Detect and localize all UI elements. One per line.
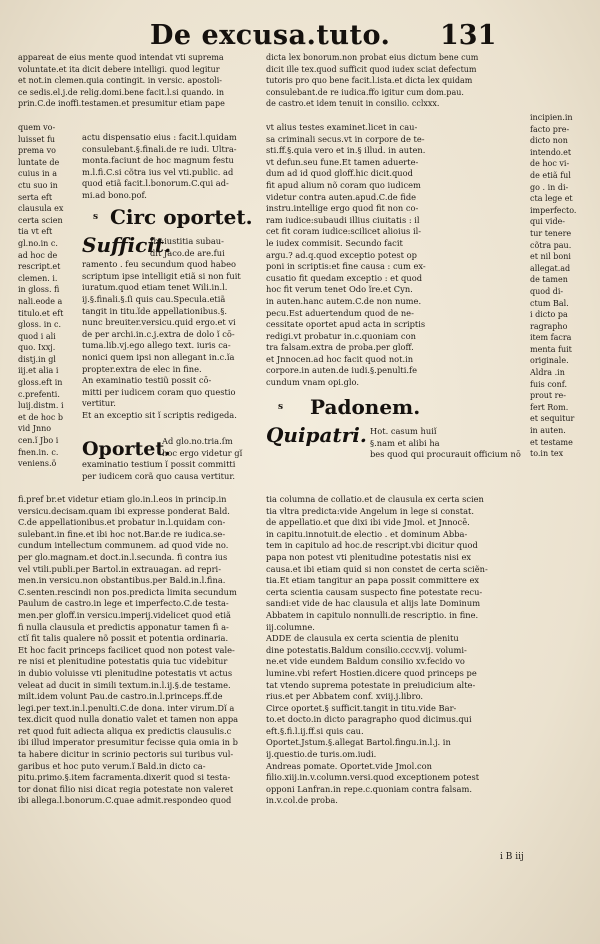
text-line: ctu suo in (18, 180, 58, 190)
text-line: fi.pref br.et videtur etiam glo.in.l.eos in princip.in (18, 494, 227, 504)
text-line: facto pre- (530, 124, 570, 134)
text-line: tor donat filio nisi dicat regia potestate non valeret (18, 783, 234, 794)
text-line: Hot. casum huiĭ (370, 426, 437, 436)
text-line: quo. Ixxj. (18, 343, 56, 353)
text-line: poni in scriptis:et fine causa : cum ex- (266, 261, 426, 272)
text-line: fi nulla clausula et predictis apponatur tamen fi a- (18, 621, 229, 632)
text-line: iij.columne. (266, 621, 315, 632)
text-line: cõtra pau. (530, 240, 572, 250)
text-line: Jbi:iustitia subau- (150, 236, 224, 246)
text-line: §.nam et alibi ha (370, 437, 440, 448)
text-line: to.et docto.in dicto paragrapho quod dicimus.qui (266, 714, 472, 725)
text-line: i dicto pa (530, 310, 568, 320)
text-line: cundum intellectum communem. ad quod vide no. (18, 540, 229, 551)
text-line: argu.? ad.q.quod exceptio potest op (266, 249, 417, 260)
text-line: papa non potest vti plenitudine potestatis nisi ex (266, 551, 472, 562)
left-main-text-b (82, 233, 262, 426)
text-line: fert Rom. (530, 402, 569, 412)
text-line: examinatio testium ĭ possit committi (82, 459, 236, 470)
text-line: ta habere dicitur in scrinio pectoris sui turibus vul- (18, 749, 234, 760)
text-line: tia vltra predicta:vide Angelum in lege si constat. (266, 505, 475, 516)
text-line: appareat de eius mente quod intendat vti suprema (18, 53, 224, 62)
text-line: corpore.in auten.de iudi.§.penulti.fe (266, 365, 417, 376)
right-gloss-column (530, 112, 592, 492)
text-line: consulebant.§.finali.de re iudi. Ultra- (82, 143, 237, 154)
text-line: et sequitur (530, 414, 575, 424)
section-marker: s (93, 212, 99, 222)
text-line: dicto non (530, 136, 568, 146)
text-line: et testame (530, 437, 573, 447)
text-line: quod i ali (18, 331, 56, 341)
text-line: item facra (530, 333, 572, 343)
text-line: tutoris pro quo bene facit.l.ista.et dicta lex quidam (266, 76, 473, 86)
left-column-top-text (18, 52, 262, 112)
text-line: et not.in clemen.quia contingit. in versic. apostoli- (18, 76, 222, 86)
text-line: cessitate oportet apud acta in scriptis (266, 319, 426, 330)
text-line: cen.ĭ Jbo i (18, 436, 59, 446)
text-line: gl.no.in c. (18, 238, 58, 248)
text-line: re nisi et plenitudine potestatis quia tuc videbitur (18, 656, 228, 667)
right-column-bottom-text (266, 494, 590, 824)
text-line: bes quod qui procurauit officium nō (370, 449, 521, 460)
text-line: versicu.decisam.quam ibi expresse ponderat Bald. (18, 505, 230, 516)
text-line: de hoc vi- (530, 159, 570, 169)
text-line: ramento . feu secundum quod habeo (82, 259, 237, 270)
text-line: titulo.et eft (18, 308, 64, 318)
text-line: in auten.hanc autem.C.de non nume. (266, 295, 422, 306)
text-line: Ad glo.no.tria.ſm (162, 436, 233, 446)
text-line: m.l.fi.C.si cõtra ius vel vti.public. ad (82, 166, 234, 177)
text-line: quod di- (530, 286, 564, 296)
text-line: ij.questio.de turis.om.iudi. (266, 749, 377, 760)
text-line: de etiã ful (530, 170, 571, 180)
text-line: garibus et hoc puto verum.ĭ Bald.in dicto ca- (18, 760, 206, 771)
text-line: sulebant.in fine.et ibi hoc not.Bar.de re iudica.se- (18, 528, 226, 539)
left-main-text-a (82, 132, 262, 204)
text-line: rescript.et (18, 262, 61, 272)
text-line: mi.ad bono.pof. (82, 189, 147, 200)
text-line: tem in capitulo ad hoc.de rescript.vbi dicitur quod (266, 540, 478, 551)
text-line: Abbatem in capitulo nonnulli.de rescriptio. in fine. (266, 609, 479, 620)
text-line: mitti per iudicem coram quo questio (82, 386, 236, 397)
text-line: gloss. in c. (18, 320, 62, 330)
folio-number: 131 (440, 20, 497, 51)
text-line: nunc breuiter.versicu.quid ergo.et vi (82, 317, 236, 328)
text-line: ctum Bal. (530, 298, 569, 308)
text-line: in capitu.innotuit.de electio . et dominum Abba- (266, 528, 468, 539)
text-line: de tamen (530, 275, 568, 285)
text-line: go . in di- (530, 182, 569, 192)
text-line: menta fuit (530, 344, 572, 354)
text-line: hoc ergo videtur gĭ (162, 447, 243, 458)
text-line: iuratum.quod etiam tenet Wili.in.l. (82, 282, 228, 293)
text-line: ne.et vide eundem Baldum consilio xv.fecido vo (266, 656, 465, 667)
running-title: De excusa.tuto. (150, 20, 391, 51)
text-line: iij.et alia i (18, 366, 59, 376)
text-line: tra falsam.extra de proba.per gloff. (266, 342, 414, 353)
text-line: imperfecto. (530, 205, 577, 215)
text-line: allegat.ad (530, 263, 571, 273)
text-line: redigi.vt probatur in.c.quoniam con (266, 330, 416, 341)
text-line: qui vide- (530, 217, 566, 227)
text-line: vt defun.seu fune.Et tamen aduerte- (266, 156, 419, 167)
section-heading-padonem: Padonem. (310, 395, 421, 419)
text-line: sandi:et vide de hac clausula et alijs late Dominum (266, 598, 481, 609)
text-line: veniens.ö (18, 459, 57, 469)
text-line: cta lege et (530, 194, 573, 204)
text-line: dit Jaco.de are.fui (150, 247, 225, 258)
text-line: de per archi.in.c.j.extra de dolo ĭ cō- (82, 328, 235, 339)
text-line: per glo.magnam.et doct.in.l.secunda. fi contra ius (18, 551, 228, 562)
text-line: tia columna de collatio.et de clausula ex certa scien (266, 494, 484, 504)
text-line: in auten. (530, 426, 566, 436)
text-line: vt alius testes examinet.licet in cau- (266, 122, 418, 132)
text-line: ij.§.finali.§.ſi quis cau.Specula.etiã (82, 293, 226, 304)
text-line: to.in tex (530, 449, 564, 459)
text-line: intendo.et (530, 147, 572, 157)
text-line: ad hoc de (18, 250, 58, 260)
text-line: actu dispensatio eius : facit.l.quidam (82, 132, 237, 142)
text-line: prema vo (18, 146, 56, 156)
signature-mark: i B iij (500, 852, 524, 862)
right-main-text-b (370, 426, 528, 466)
text-line: Et hoc facit princeps facilicet quod non potest vale- (18, 644, 235, 655)
text-line: Et an exceptio sit ĭ scriptis redigeda. (82, 409, 237, 420)
text-line: cet fit coram iudice:scilicet alioius il- (266, 226, 422, 237)
text-line: clemen. i. (18, 273, 58, 283)
text-line: men.per gloff.in versicu.imperij.videlicet quod etiã (18, 609, 231, 620)
left-main-text-c (82, 436, 262, 484)
text-line: vertitur. (82, 398, 116, 409)
text-line: sa criminali secus.vt in corpore de te- (266, 133, 425, 144)
section-heading: Circ oportet. (110, 205, 253, 229)
text-line: de castro.et idem tenuit in consilio. cclxxx. (266, 99, 440, 109)
text-line: in dubio voluisse vti plenitudine potestatis vt actus (18, 667, 233, 678)
text-line: legi.per text.in.l.penulti.C.de dona. inter virum.Dĭ a (18, 702, 235, 713)
text-line: vid Jnno (18, 424, 52, 434)
text-line: cuius in a (18, 169, 58, 179)
text-line: instru.intellige ergo quod fit non co- (266, 203, 419, 214)
right-main-text-a (266, 122, 488, 392)
text-line: ibi illud imperator presumitur fecisse quia omia in b (18, 737, 238, 748)
text-line: ret quod fuit adiecta aliqua ex predictis clausulis.c (18, 725, 232, 736)
text-line: voluntate.et ita dicit debere intelligi. quod legitur (18, 64, 220, 74)
text-line: tia.Et etiam tangitur an papa possit committere ex (266, 575, 480, 586)
text-line: hoc fit verum tenet Odo ĭre.et Cyn. (266, 284, 413, 295)
text-line: tat vtendo suprema potestate in preiudicium alte- (266, 679, 476, 690)
text-line: et nil boni (530, 252, 571, 262)
text-line: dum ad id quod gloff.hic dicit.quod (266, 168, 413, 179)
text-line: rius.et per Abbatem conf. xviij.j.libro. (266, 691, 424, 702)
left-column-bottom-text (18, 494, 262, 818)
lemma-incipit: Sufficit. (82, 233, 172, 257)
text-line: incipien.in (530, 113, 573, 122)
text-line: sti.ff.§.quia vero et in.§ illud. in auten. (266, 145, 426, 156)
text-line: per iudicem corã quo causa vertitur. (82, 470, 236, 481)
text-line: luij.distm. i (18, 401, 64, 411)
text-line: Oportet.Jstum.§.allegat Bartol.fingu.in.l.j. in (266, 737, 451, 748)
text-line: consulebant.de re iudica.ffo igitur cum dom.pau. (266, 87, 464, 97)
text-line: tex.dicit quod nulla donatio valet et tamen non appa (18, 714, 239, 725)
text-line: opponi Lanfran.in repe.c.quoniam contra falsam. (266, 783, 473, 794)
lemma-incipit-quipatri: Quipatri. (266, 423, 367, 447)
text-line: cusatio fit quedam exceptio : et quod (266, 272, 423, 283)
text-line: Aldra .in (530, 368, 565, 378)
text-line: distj.in gl (18, 354, 56, 364)
text-line: vel vtili.publi.per Bartol.in extrauagan. ad repri- (18, 563, 222, 574)
text-line: et de hoc b (18, 412, 64, 422)
text-line: milt.idem volunt Pau.de castro.in.l.princeps.ff.de (18, 691, 223, 702)
text-line: originale. (530, 356, 569, 366)
text-line: in.v.col.de proba. (266, 795, 338, 806)
text-line: dicta lex bonorum.non probat eius dictum bene cum (266, 53, 479, 62)
text-line: C.senten.rescindi non pos.predicta limita secundum (18, 586, 237, 597)
text-line: nonici quem ipsi non allegant in.c.ĭa (82, 351, 235, 362)
left-gloss-column (18, 122, 78, 482)
text-line: prout re- (530, 391, 566, 401)
text-line: monta.faciunt de hoc magnum festu (82, 155, 234, 166)
text-line: ragrapho (530, 321, 568, 331)
text-line: tia vt eft (18, 227, 53, 237)
text-line: quem vo- (18, 123, 56, 132)
text-line: fit apud alium nõ coram quo iudicem (266, 179, 421, 190)
text-line: fnen.in. c. (18, 447, 59, 457)
text-line: cundum vnam opi.glo. (266, 377, 360, 388)
text-line: lumine.vbi refert Hostien.dicere quod princeps pe (266, 667, 477, 678)
text-line: ram iudice:subaudi illius ciuitatis : il (266, 214, 420, 225)
text-line: men.in versicu.non obstantibus.per Bald.in.l.fina. (18, 575, 226, 586)
text-line: filio.xiij.in.v.column.versi.quod exceptionem potest (266, 772, 480, 783)
text-line: ctĭ fit talis qualere nõ possit et potentia ordinaria. (18, 633, 229, 644)
text-line: propter.extra de elec in fine. (82, 363, 202, 374)
text-line: le iudex commisit. Secundo facit (266, 237, 403, 248)
text-line: ADDE de clausula ex certa scientia de plenitu (266, 633, 459, 644)
text-line: luisset fu (18, 134, 56, 144)
text-line: veleat ad ducit in simili textum.in.l.ij.§.de testame. (18, 679, 231, 690)
section-heading-oportet: Oportet. (82, 438, 171, 460)
text-line: gloss.eft in (18, 378, 63, 388)
text-line: Circe oportet.§ sufficit.tangit in titu.vide Bar- (266, 702, 457, 713)
text-line: pecu.Est aduertendum quod de ne- (266, 307, 414, 318)
text-line: ibi allega.l.bonorum.C.quae admit.respondeo quod (18, 795, 232, 806)
text-line: certa scientia causam suspecto fine potestate recu- (266, 586, 483, 597)
text-line: et Jnnocen.ad hoc facit quod not.in (266, 353, 414, 364)
text-line: prin.C.de inoffi.testamen.et presumitur etiam pape (18, 99, 225, 109)
text-line: nali.eode a (18, 296, 63, 306)
text-line: causa.et ibi etiam quid si non constet de certa sciẽn- (266, 563, 488, 574)
text-line: serta eft (18, 192, 53, 202)
text-line: tuma.lib.vj.ego allego text. iuris ca- (82, 340, 231, 351)
text-line: clausula ex (18, 204, 64, 214)
text-line: dine potestatis.Baldum consilio.cccv.vij. volumi- (266, 644, 467, 655)
text-line: dicit ille tex.quod sufficit quod iudex sciat defectum (266, 64, 477, 74)
right-column-top-text (266, 52, 590, 112)
text-line: tangit in titu.ĭde appellationibus.§. (82, 305, 228, 316)
text-line: Andreas pomate. Oportet.vide Jmol.con (266, 760, 432, 771)
text-line: fuis conf. (530, 379, 567, 389)
text-line: certa scien (18, 215, 63, 225)
text-line: videtur contra auten.apud.C.de fide (266, 191, 417, 202)
text-line: luntate de (18, 157, 60, 167)
text-line: c.prefenti. (18, 389, 60, 399)
text-line: tur tenere (530, 228, 572, 238)
text-line: quod etiã facit.l.bonorum.C.qui ad- (82, 178, 229, 189)
text-line: in gloss. fi (18, 285, 60, 295)
text-line: eft.§.fi.l.ij.ff.si quis cau. (266, 725, 364, 736)
text-line: scriptum ipse intelligit etiã si non fuit (82, 270, 241, 281)
text-line: ce sedis.el.j.de relig.domi.bene facit.l.si quando. in (18, 87, 225, 97)
text-line: de appellatio.et que dixi ibi vide Jmol. et Jnnocē. (266, 517, 470, 528)
text-line: Paulum de castro.in lege et imperfecto.C.de testa- (18, 598, 229, 609)
section-marker-right: s (278, 402, 284, 412)
text-line: An examinatio testiũ possit cō- (82, 375, 212, 386)
text-line: pitu.primo.§.item facramenta.dixerit quod si testa- (18, 772, 231, 783)
text-line: C.de appellationibus.et probatur in.l.quidam con- (18, 517, 226, 528)
